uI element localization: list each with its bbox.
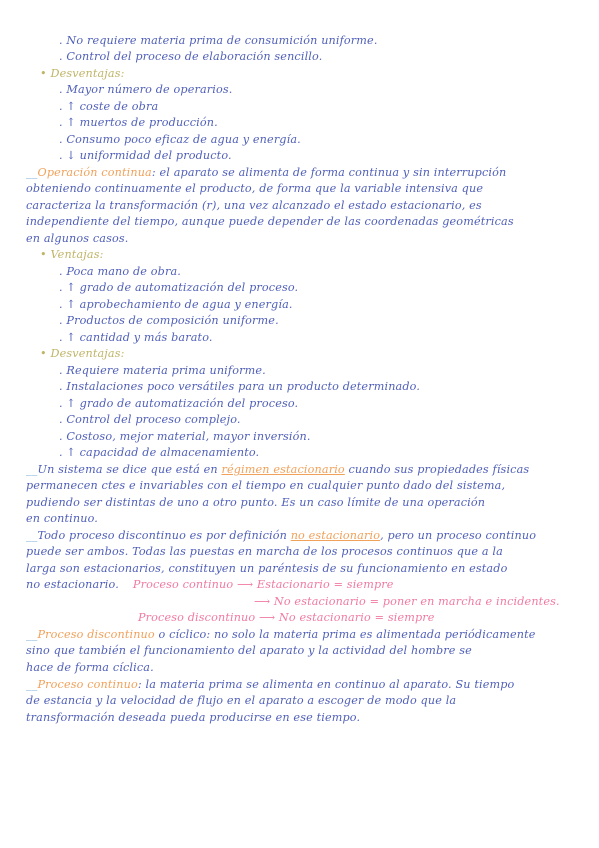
text-line: . Consumo poco eficaz de agua y energía. (59, 133, 301, 146)
text-span: : la materia prima se alimenta en continuo al aparato. Su tiempo (137, 678, 515, 691)
text-line: . ↑ aprobechamiento de agua y energía. (59, 298, 293, 311)
text-line: transformación deseada pueda producirse en ese tiempo. (26, 711, 361, 724)
text-line: . ↑ grado de automatización del proceso. (59, 397, 299, 410)
heading-label: Desventajas: (50, 347, 125, 360)
text-line: . ↑ coste de obra (59, 100, 159, 113)
text-span: no estacionario. (26, 578, 119, 591)
text-span: Un sistema se dice que está en (37, 463, 222, 476)
text-span: , pero un proceso continuo (380, 529, 537, 542)
paragraph-discontinuo: __Todo proceso discontinuo es por definición no estacionario, pero un proceso continuo (26, 529, 537, 542)
paragraph-operacion-continua: __Operación continua: el aparato se alimenta de forma continua y sin interrupción (26, 166, 507, 179)
text-line: . ↑ muertos de producción. (59, 116, 218, 129)
text-line: en algunos casos. (26, 232, 129, 245)
text-line: . Instalaciones poco versátiles para un producto determinado. (59, 380, 421, 393)
text-line: . ↑ grado de automatización del proceso. (59, 281, 299, 294)
text-line: . Mayor número de operarios. (59, 83, 233, 96)
arrow-relation: ⟶ No estacionario = poner en marcha e incidentes. (254, 595, 560, 608)
text-line: . ↑ cantidad y más barato. (59, 331, 213, 344)
heading-label: Ventajas: (50, 248, 104, 261)
text-line: . Requiere materia prima uniforme. (59, 364, 266, 377)
text-line: pudiendo ser distintas de uno a otro punto. Es un caso límite de una operación (26, 496, 486, 509)
heading-desventajas: • Desventajas: (40, 67, 125, 80)
paragraph-proceso-discontinuo: __Proceso discontinuo o cíclico: no solo la materia prima es alimentada periódicamente (26, 628, 536, 641)
text-line: obteniendo continuamente el producto, de forma que la variable intensiva que (26, 182, 484, 195)
process-label: Proceso discontinuo (138, 611, 256, 624)
text-line: . Control del proceso de elaboración sencillo. (59, 50, 323, 63)
heading-label: Desventajas: (50, 67, 125, 80)
text-line: independiente del tiempo, aunque puede depender de las coordenadas geométricas (26, 215, 514, 228)
text-span: : el aparato se alimenta de forma continua y sin interrupción (151, 166, 507, 179)
paragraph-regimen: __Un sistema se dice que está en régimen estacionario cuando sus propiedades físicas (26, 463, 530, 476)
section-title: Proceso discontinuo (37, 628, 155, 641)
highlight-term: no estacionario (290, 529, 381, 542)
text-line (26, 577, 394, 594)
text-line: . Productos de composición uniforme. (59, 314, 279, 327)
text-line: . Control del proceso complejo. (59, 413, 241, 426)
text-line: . Costoso, mejor material, mayor inversión. (59, 430, 311, 443)
text-span: Todo proceso discontinuo es por definición (37, 529, 291, 542)
process-label: Proceso continuo (132, 578, 234, 591)
text-line: en continuo. (26, 512, 98, 525)
section-title: Operación continua (37, 166, 152, 179)
text-span: cuando sus propiedades físicas (344, 463, 530, 476)
arrow-relation: ⟶ Estacionario = siempre (236, 578, 394, 591)
text-line: larga son estacionarios, constituyen un paréntesis de su funcionamiento en estado (26, 562, 508, 575)
text-line: sino que también el funcionamiento del aparato y la actividad del hombre se (26, 644, 472, 657)
text-line: . ↓ uniformidad del producto. (59, 149, 232, 162)
section-title: Proceso continuo (37, 678, 138, 691)
text-line: . No requiere materia prima de consumición uniforme. (59, 34, 378, 47)
text-line: permanecen ctes e invariables con el tiempo en cualquier punto dado del sistema, (26, 479, 506, 492)
heading-ventajas: • Ventajas: (40, 248, 104, 261)
text-line: . Poca mano de obra. (59, 265, 181, 278)
paragraph-proceso-continuo: __Proceso continuo: la materia prima se alimenta en continuo al aparato. Su tiempo (26, 678, 515, 691)
arrow-relation: ⟶ No estacionario = siempre (259, 611, 435, 624)
process-relation (138, 610, 435, 627)
highlight-term: régimen estacionario (221, 463, 345, 476)
heading-desventajas: • Desventajas: (40, 347, 125, 360)
text-line: . ↑ capacidad de almacenamiento. (59, 446, 260, 459)
text-line: caracteriza la transformación (r), una vez alcanzado el estado estacionario, es (26, 199, 482, 212)
text-span: o cíclico: no solo la materia prima es alimentada periódicamente (154, 628, 536, 641)
text-line: de estancia y la velocidad de flujo en el aparato a escoger de modo que la (26, 694, 457, 707)
text-line: hace de forma cíclica. (26, 661, 154, 674)
text-line: puede ser ambos. Todas las puestas en marcha de los procesos continuos que a la (26, 545, 503, 558)
